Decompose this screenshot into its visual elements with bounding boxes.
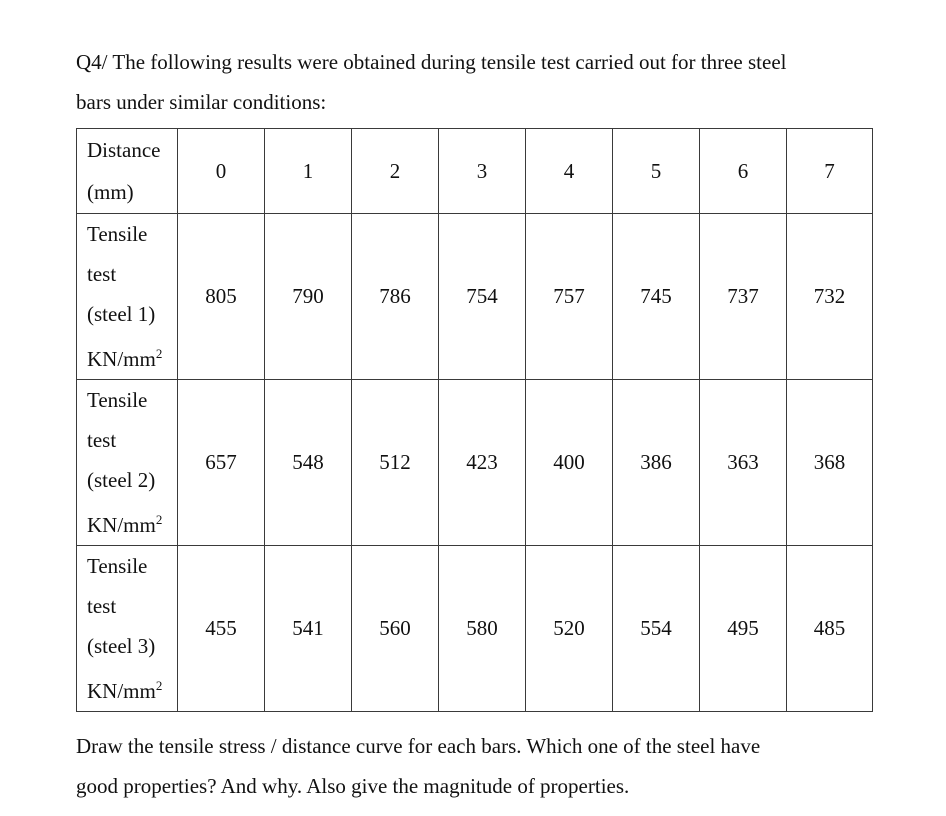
stress-cell: 495 bbox=[700, 546, 787, 712]
stress-cell: 363 bbox=[700, 380, 787, 546]
tensile-results-table bbox=[76, 128, 873, 712]
stress-cell: 520 bbox=[526, 546, 613, 712]
unit-superscript: 2 bbox=[155, 346, 163, 361]
question-intro bbox=[76, 42, 786, 122]
question-instructions bbox=[76, 726, 760, 806]
stress-cell: 386 bbox=[613, 380, 700, 546]
stress-cell: 485 bbox=[787, 546, 873, 712]
stress-cell: 745 bbox=[613, 214, 700, 380]
unit-label: $KN/mm^2$ bbox=[87, 678, 163, 703]
table-row-steel-1 bbox=[77, 214, 873, 380]
question-instructions-line-2: good properties? And why. Also give the magnitude of properties. bbox=[76, 774, 630, 798]
stress-cell: 737 bbox=[700, 214, 787, 380]
stress-cell: 805 bbox=[178, 214, 265, 380]
stress-cell: 757 bbox=[526, 214, 613, 380]
stress-cell: 400 bbox=[526, 380, 613, 546]
unit-label: $KN/mm^2$ bbox=[87, 346, 163, 371]
stress-cell: 554 bbox=[613, 546, 700, 712]
distance-cell: 0 bbox=[178, 129, 265, 214]
unit-superscript: 2 bbox=[155, 678, 163, 693]
distance-cell: 1 bbox=[265, 129, 352, 214]
stress-cell: 548 bbox=[265, 380, 352, 546]
distance-cell: 2 bbox=[352, 129, 439, 214]
question-instructions-line-1: Draw the tensile stress / distance curve for each bars. Which one of the steel have bbox=[76, 734, 761, 758]
unit-label: $KN/mm^2$ bbox=[87, 512, 163, 537]
stress-cell: 512 bbox=[352, 380, 439, 546]
question-intro-line-2: bars under similar conditions: bbox=[76, 90, 327, 114]
row-header-line: (mm) bbox=[87, 180, 134, 204]
row-header-steel-3: Tensile test (steel 3) $KN/mm^2$ bbox=[77, 546, 178, 712]
table-row-distance bbox=[77, 129, 873, 214]
row-header-steel-1: Tensile test (steel 1) $KN/mm^2$ bbox=[77, 214, 178, 380]
stress-cell: 732 bbox=[787, 214, 873, 380]
stress-cell: 754 bbox=[439, 214, 526, 380]
distance-cell: 5 bbox=[613, 129, 700, 214]
distance-cell: 4 bbox=[526, 129, 613, 214]
stress-cell: 455 bbox=[178, 546, 265, 712]
stress-cell: 657 bbox=[178, 380, 265, 546]
stress-cell: 423 bbox=[439, 380, 526, 546]
distance-cell: 3 bbox=[439, 129, 526, 214]
row-header-line: Distance bbox=[87, 138, 161, 162]
distance-cell: 6 bbox=[700, 129, 787, 214]
stress-cell: 560 bbox=[352, 546, 439, 712]
table-row-steel-2 bbox=[77, 380, 873, 546]
stress-cell: 541 bbox=[265, 546, 352, 712]
unit-superscript: 2 bbox=[155, 512, 163, 527]
row-header-distance bbox=[77, 129, 178, 214]
stress-cell: 786 bbox=[352, 214, 439, 380]
stress-cell: 580 bbox=[439, 546, 526, 712]
stress-cell: 368 bbox=[787, 380, 873, 546]
stress-cell: 790 bbox=[265, 214, 352, 380]
table-row-steel-3 bbox=[77, 546, 873, 712]
question-intro-line-1: Q4/ The following results were obtained during tensile test carried out for three steel bbox=[76, 50, 787, 74]
row-header-steel-2: Tensile test (steel 2) $KN/mm^2$ bbox=[77, 380, 178, 546]
distance-cell: 7 bbox=[787, 129, 873, 214]
